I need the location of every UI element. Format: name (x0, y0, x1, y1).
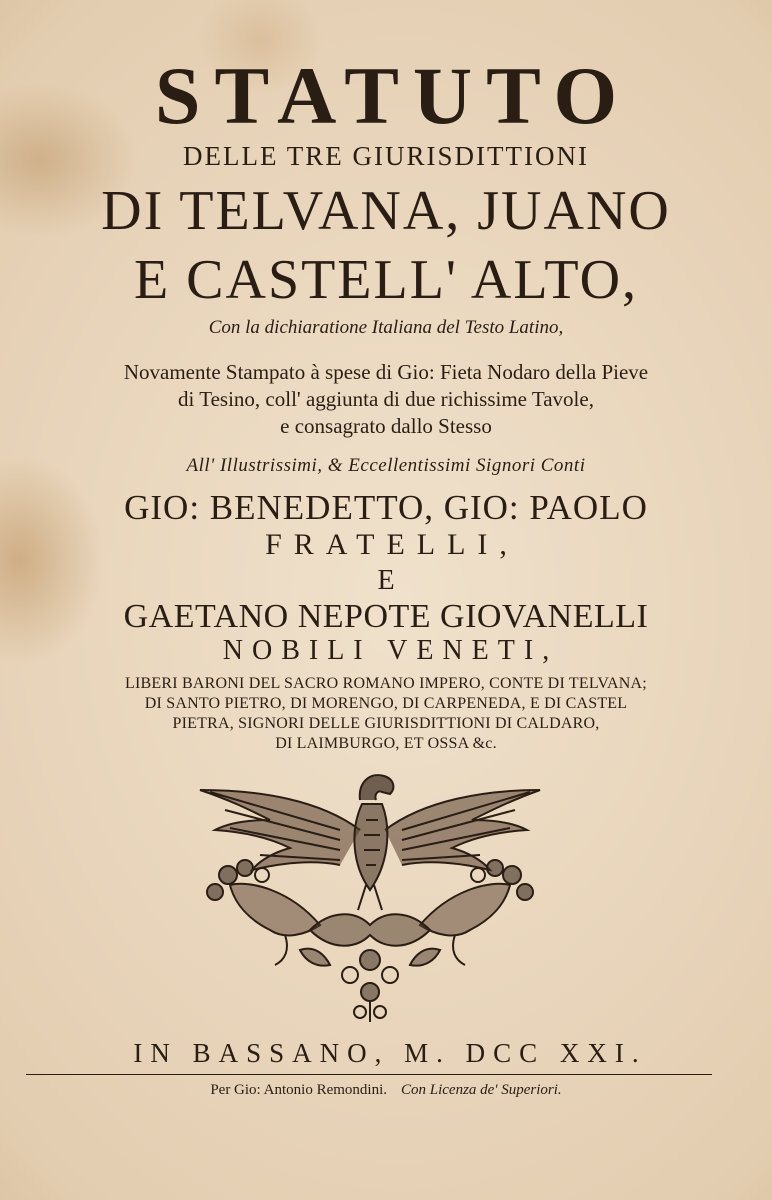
places-line-2: E CASTELL' ALTO, (133, 249, 639, 311)
dedicatees-line-3: GAETANO NEPOTE GIOVANELLI (123, 598, 649, 635)
dichiaratione-line: Con la dichiaratione Italiana del Testo Latino, (208, 317, 564, 338)
book-title: STATUTO (154, 50, 632, 141)
printer-name: Per Gio: Antonio Remondini. (210, 1082, 387, 1098)
titles-line-3: PIETRA, SIGNORI DELLE GIURISDITTIONI DI CALDARO, (172, 715, 600, 732)
place-and-date: IN BASSANO, M. DCC XXI. (133, 1038, 647, 1068)
eagle-emblem-icon (190, 760, 550, 1030)
dedicatees-line-1: GIO: BENEDETTO, GIO: PAOLO (124, 488, 648, 527)
book-subtitle: DELLE TRE GIURISDITTIONI (183, 141, 589, 171)
places-line-1: DI TELVANA, JUANO (101, 180, 671, 242)
nobili-veneti-line: NOBILI VENETI, (222, 635, 559, 666)
dedication-line: All' Illustrissimi, & Eccellentissimi Signori Conti (186, 455, 586, 476)
printing-note-line-2: di Tesino, coll' aggiunta di due richissime Tavole, (178, 387, 594, 411)
conjunction: E (377, 565, 395, 596)
titles-line-2: DI SANTO PIETRO, DI MORENGO, DI CARPENEDA, E DI CASTEL (144, 695, 628, 712)
dedicatees-line-2: FRATELLI, (265, 528, 519, 561)
titles-line-4: DI LAIMBURGO, ET OSSA &c. (275, 735, 497, 752)
license-note: Con Licenza de' Superiori. (400, 1082, 562, 1098)
imprint-line (0, 1083, 772, 1098)
printing-note-line-3: e consagrato dallo Stesso (280, 414, 492, 438)
titles-line-1: LIBERI BARONI DEL SACRO ROMANO IMPERO, CONTE DI TELVANA; (125, 675, 647, 692)
imprint-rule (26, 1074, 712, 1075)
printing-note-line-1: Novamente Stampato à spese di Gio: Fieta Nodaro della Pieve (123, 360, 649, 384)
